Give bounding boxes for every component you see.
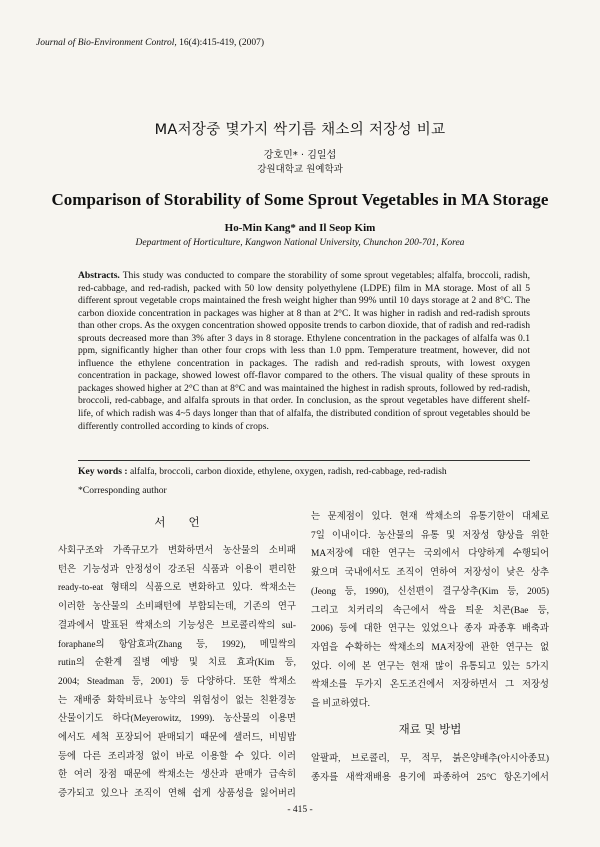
section-heading-methods: 재료 및 방법 <box>398 722 462 736</box>
text-line: ready-to-eat 형태의 식품으로 변화하고 있다. 싹채소는 <box>58 583 296 594</box>
text-line: 증가되고 있으나 조직이 연해 쉽게 상품성을 잃어버리 <box>58 789 296 800</box>
text-line: 그리고 치커리의 속근에서 싹을 틔운 치콘(Bae 등, <box>311 605 549 616</box>
keywords-text: alfalfa, broccoli, carbon dioxide, ethylene, oxygen, radish, red-cabbage, red-radish <box>129 466 447 477</box>
journal-name: Journal of Bio-Environment Control, <box>36 38 177 48</box>
text-line: 이러한 농산물의 소비패턴에 부합되는데, 기존의 연구 <box>58 602 296 613</box>
affiliation-korean: 강원대학교 원예학과 <box>257 164 343 175</box>
text-line: 에서도 세척 포장되어 판매되기 때문에 샐러드, 비빔밥 <box>58 733 296 744</box>
journal-volume: 16(4):415-419, (2007) <box>179 38 265 48</box>
text-line: (Jeong 등, 1990), 신선편이 결구상추(Kim 등, 2005) <box>311 586 549 597</box>
authors-korean: 강호민* · 김일섭 <box>263 150 337 161</box>
text-line: 2006) 등에 대한 연구는 있었으나 종자 파종후 배축과 <box>311 624 549 635</box>
text-line: 턴은 기능성과 안정성이 강조된 식품과 이용이 편리한 <box>58 564 296 575</box>
text-line: 싹채소를 두가지 온도조건에서 저장하면서 그 저장성 <box>311 680 549 691</box>
keywords-label: Key words : <box>78 466 128 477</box>
title-english: Comparison of Storability of Some Sprout Vegetables in MA Storage <box>51 190 549 209</box>
text-line: 는 문제점이 있다. 현재 싹채소의 유통기한이 대체로 <box>311 512 549 522</box>
text-line: 7일 이내이다. 농산물의 유통 및 저장성 향상을 위한 <box>311 530 549 541</box>
affiliation-english: Department of Horticulture, Kangwon National University, Chunchon 200-701, Korea <box>135 238 465 248</box>
text-line: 결과에서 발표된 싹채소의 기능성은 브로콜리싹의 sul- <box>58 620 296 631</box>
text-line: MA저장에 대한 연구는 국외에서 다양하게 수행되어 <box>311 549 549 560</box>
text-line: 을 비교하였다. <box>311 699 371 710</box>
corresponding-author-note: *Corresponding author <box>78 485 167 496</box>
text-line: 었다. 이에 본 연구는 현재 많이 유통되고 있는 5가지 <box>311 661 549 672</box>
text-line: 등에 다른 조리과정 없이 바로 이용할 수 있다. 이러 <box>58 751 296 762</box>
text-line: 산물이기도 하다(Meyerowitz, 1999). 농산물의 이용면 <box>58 714 296 725</box>
right-column-text-top <box>311 508 549 714</box>
journal-citation <box>36 38 264 48</box>
divider-top <box>78 460 530 461</box>
text-line: 왔으며 국내에서도 조직이 연하여 저장성이 낮은 상추 <box>311 568 549 579</box>
text-line: 2004; Steadman 등, 2001) 등 다양하다. 또한 싹채소 <box>58 676 296 687</box>
text-line: rutin의 순환계 질병 예방 및 치료 효과(Kim 등, <box>58 658 296 669</box>
right-column-text-bottom <box>311 750 549 787</box>
page-number: - 415 - <box>287 805 313 815</box>
text-line: 사회구조와 가족규모가 변화하면서 농산물의 소비패 <box>58 546 296 556</box>
left-column-text <box>58 542 296 804</box>
text-line: 는 재배중 화학비료나 농약의 위험성이 없는 친환경농 <box>58 695 296 706</box>
authors-english: Ho-Min Kang* and Il Seop Kim <box>224 222 376 234</box>
text-line: 자엽을 수확하는 싹채소의 MA저장에 관한 연구는 없 <box>311 642 549 653</box>
abstract <box>78 270 530 433</box>
text-line: 한 여러 장점 때문에 싹채소는 생산과 판매가 급속히 <box>58 770 296 781</box>
abstract-text: This study was conducted to compare the storability of some sprout vegetables; alfalfa, broccoli, radish, red-cabbage, and red-radish, packed with 50 low density polyethylene (LDPE) film in MA storage. Most of all 5 different sprout vegetable crops maintained the fresh weight higher than 99% until 10 days storage at 2 and 8°C. The carbon dioxide concentration in packages was higher at 8 than at 2°C. It was higher in radish and red-radish sprouts than other crops. As the oxygen concentration showed opposite trends to carbon dioxide, that of radish and red-radish sprouts decreased more than 3% after 3 days in 8 storage. Ethylene concentration in the packages of alfalfa was 0.1 ppm, significantly higher than other four crops with less than 1.0 ppm. Temperature treatment, however, did not influence the ethylene concentration in packages. The radish and red-radish sprouts, with lowest oxygen concentration in package, showed lowest off-flavor compared to the others. The visual quality of these sprouts in packages showed higher at 2°C than at 8°C and was maintained the highest in radish sprouts, followed by red-radish, broccoli, red-cabbage, and alfalfa sprouts in that order. In conclusion, as the sprout vegetables have different shelf-life, of which radish was 4~5 days longer than that of alfalfa, the distributed condition of sprout vegetables should be differently controlled according to kinds of crops. <box>78 270 530 432</box>
text-line: foraphane의 항암효과(Zhang 등, 1992), 메밀싹의 <box>58 639 296 650</box>
keywords <box>78 466 530 477</box>
abstract-label: Abstracts. <box>78 270 120 281</box>
section-heading-introduction: 서 언 <box>154 515 200 529</box>
text-line: 종자를 새싹재배용 용기에 파종하여 25°C 항온기에서 <box>311 772 549 783</box>
title-korean: MA저장중 몇가지 싹기름 채소의 저장성 비교 <box>154 122 446 138</box>
text-line: 알팔파, 브로콜리, 무, 적무, 붉은양배추(아시아종묘) <box>311 754 549 764</box>
